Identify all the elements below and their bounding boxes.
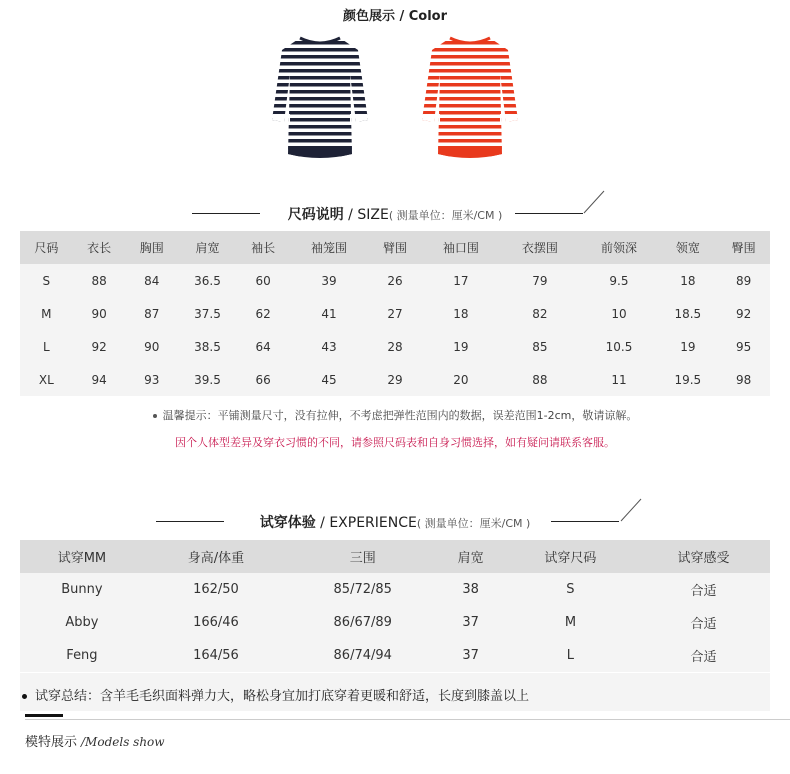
experience-header-cell: 试穿感受	[637, 540, 770, 573]
models-heading	[25, 731, 165, 750]
table-cell: 38	[437, 573, 504, 606]
table-cell: 39.5	[178, 363, 237, 396]
bullet-icon	[153, 414, 157, 418]
experience-header-cell: 身高/体重	[144, 540, 288, 573]
size-header-slash	[583, 190, 605, 214]
table-cell: M	[20, 297, 73, 330]
size-header-cell: 袖笼围	[290, 231, 369, 264]
table-cell: 92	[717, 297, 770, 330]
table-cell: 84	[125, 264, 178, 297]
experience-header-cell: 肩宽	[437, 540, 504, 573]
table-cell: 19.5	[659, 363, 718, 396]
table-cell: 10	[579, 297, 658, 330]
table-cell: 17	[421, 264, 500, 297]
table-cell: 94	[73, 363, 126, 396]
table-row	[20, 264, 770, 297]
table-cell: 合适	[637, 639, 770, 672]
table-cell: 合适	[637, 573, 770, 606]
navy-dress-image	[270, 34, 370, 162]
table-cell: Feng	[20, 639, 144, 672]
exp-header-slash	[620, 498, 642, 522]
size-unit: ( 测量单位：厘米/CM )	[388, 209, 503, 222]
experience-unit: ( 测量单位：厘米/CM )	[416, 517, 531, 530]
table-cell: 60	[237, 264, 290, 297]
bullet-icon	[22, 694, 27, 699]
table-cell: 87	[125, 297, 178, 330]
table-row	[20, 573, 770, 606]
table-cell: 38.5	[178, 330, 237, 363]
table-cell: 85	[500, 330, 579, 363]
table-cell: 39	[290, 264, 369, 297]
table-cell: 62	[237, 297, 290, 330]
table-cell: 27	[369, 297, 422, 330]
table-cell: L	[504, 639, 637, 672]
size-header-cell: 前领深	[579, 231, 658, 264]
table-cell: Bunny	[20, 573, 144, 606]
table-cell: 86/74/94	[288, 639, 437, 672]
size-header-cell: 臂围	[369, 231, 422, 264]
experience-section-heading	[0, 512, 790, 532]
experience-summary	[20, 673, 770, 711]
table-cell: 66	[237, 363, 290, 396]
size-header-cell: 胸围	[125, 231, 178, 264]
table-cell: 88	[500, 363, 579, 396]
experience-title-cn: 试穿体验	[259, 515, 316, 531]
table-cell: M	[504, 606, 637, 639]
table-cell: 26	[369, 264, 422, 297]
size-header-cell: 袖长	[237, 231, 290, 264]
models-divider	[25, 719, 790, 720]
table-cell: 162/50	[144, 573, 288, 606]
table-cell: 85/72/85	[288, 573, 437, 606]
table-cell: 28	[369, 330, 422, 363]
exp-header-line-right	[551, 521, 619, 522]
size-table	[20, 231, 770, 396]
table-cell: 64	[237, 330, 290, 363]
table-cell: 90	[125, 330, 178, 363]
table-cell: S	[20, 264, 73, 297]
table-cell: 合适	[637, 606, 770, 639]
experience-title-en: / EXPERIENCE	[315, 515, 417, 531]
size-header-cell: 袖口围	[421, 231, 500, 264]
models-accent-bar	[25, 714, 63, 717]
table-cell: 36.5	[178, 264, 237, 297]
table-cell: 10.5	[579, 330, 658, 363]
table-cell: 20	[421, 363, 500, 396]
table-cell: 37	[437, 639, 504, 672]
table-cell: 92	[73, 330, 126, 363]
size-header-cell: 衣长	[73, 231, 126, 264]
table-cell: 89	[717, 264, 770, 297]
experience-table-header-row	[20, 540, 770, 573]
table-cell: 19	[659, 330, 718, 363]
table-cell: Abby	[20, 606, 144, 639]
experience-header-cell: 试穿MM	[20, 540, 144, 573]
experience-header-cell: 试穿尺码	[504, 540, 637, 573]
table-cell: 18.5	[659, 297, 718, 330]
table-cell: 37	[437, 606, 504, 639]
size-tip-text: 温馨提示：平铺测量尺寸，没有拉伸，不考虑把弹性范围内的数据，误差范围1-2cm，敬请谅解。	[162, 409, 638, 422]
size-header-cell: 领宽	[659, 231, 718, 264]
table-cell: 45	[290, 363, 369, 396]
table-cell: 164/56	[144, 639, 288, 672]
size-table-header-row	[20, 231, 770, 264]
size-section-heading	[0, 204, 790, 224]
table-cell: 93	[125, 363, 178, 396]
table-cell: 88	[73, 264, 126, 297]
table-cell: 41	[290, 297, 369, 330]
size-title-cn: 尺码说明	[287, 207, 344, 223]
table-cell: S	[504, 573, 637, 606]
table-cell: 29	[369, 363, 422, 396]
size-tip	[0, 407, 790, 423]
color-section-title: 颜色展示 / Color	[342, 9, 448, 24]
table-row	[20, 363, 770, 396]
size-header-line-right	[515, 213, 583, 214]
experience-header-cell: 三围	[288, 540, 437, 573]
table-cell: 11	[579, 363, 658, 396]
red-dress-image	[420, 34, 520, 162]
table-cell: 18	[659, 264, 718, 297]
table-cell: L	[20, 330, 73, 363]
table-cell: 19	[421, 330, 500, 363]
table-row	[20, 639, 770, 672]
table-cell: 86/67/89	[288, 606, 437, 639]
table-cell: 79	[500, 264, 579, 297]
size-header-cell: 衣摆围	[500, 231, 579, 264]
table-cell: 166/46	[144, 606, 288, 639]
size-title-en: / SIZE	[343, 207, 389, 223]
table-cell: 9.5	[579, 264, 658, 297]
table-cell: 43	[290, 330, 369, 363]
experience-summary-text: 试穿总结：含羊毛毛织面料弹力大，略松身宜加打底穿着更暖和舒适，长度到膝盖以上	[35, 689, 530, 704]
table-cell: XL	[20, 363, 73, 396]
size-header-cell: 尺码	[20, 231, 73, 264]
table-row	[20, 606, 770, 639]
models-title-en: /Models show	[81, 735, 165, 749]
experience-table	[20, 540, 770, 672]
models-title-cn: 模特展示	[25, 735, 78, 750]
table-cell: 82	[500, 297, 579, 330]
table-cell: 90	[73, 297, 126, 330]
table-cell: 95	[717, 330, 770, 363]
size-header-cell: 臀围	[717, 231, 770, 264]
size-tip-warning: 因个人体型差异及穿衣习惯的不同，请参照尺码表和自身习惯选择，如有疑问请联系客服。	[175, 436, 615, 449]
table-cell: 98	[717, 363, 770, 396]
table-cell: 37.5	[178, 297, 237, 330]
table-row	[20, 297, 770, 330]
table-row	[20, 330, 770, 363]
size-header-cell: 肩宽	[178, 231, 237, 264]
table-cell: 18	[421, 297, 500, 330]
